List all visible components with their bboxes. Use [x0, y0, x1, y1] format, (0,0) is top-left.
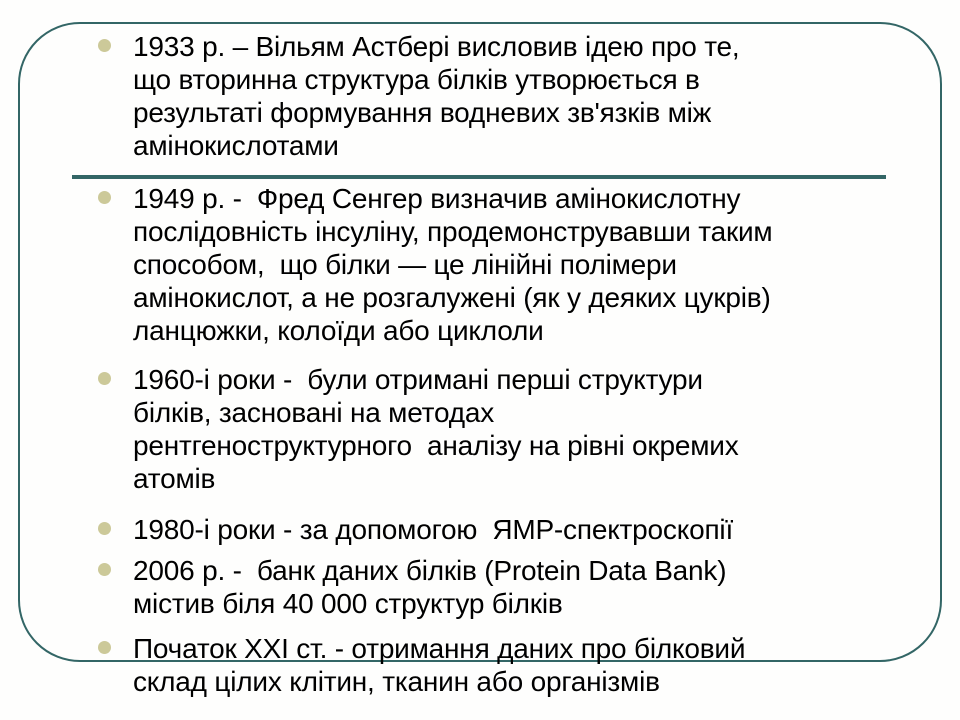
text-line: 1960-і роки - були отримані перші структури [133, 364, 703, 395]
bullet-text [133, 632, 745, 698]
bullet-icon [98, 563, 111, 576]
list-item [98, 182, 913, 347]
list-item [98, 632, 913, 698]
text-line: рентгеноструктурного аналізу на рівні окремих [133, 430, 739, 461]
list-item [98, 554, 913, 620]
text-line: 1949 р. - Фред Сенгер визначив амінокислотну [133, 183, 741, 214]
bullet-list [98, 30, 913, 698]
text-line: що вторинна структура білків утворюється в [133, 64, 700, 95]
text-line: послідовність інсуліну, продемонструвавши таким [133, 216, 773, 247]
bullet-icon [98, 191, 111, 204]
bullet-icon [98, 522, 111, 535]
bullet-text [133, 554, 726, 620]
text-line: ланцюжки, колоїди або циклоли [133, 315, 544, 346]
bullet-text [133, 513, 733, 546]
text-line: способом, що білки — це лінійні полімери [133, 249, 677, 280]
list-item [98, 363, 913, 495]
bullet-text [133, 30, 740, 162]
text-line: склад цілих клітин, тканин або організмів [133, 666, 660, 697]
bullet-text [133, 182, 772, 347]
text-line: атомів [133, 463, 216, 494]
bullet-icon [98, 39, 111, 52]
text-line: 1980-і роки - за допомогою ЯМР-спектроскопії [133, 514, 734, 545]
list-item [98, 30, 913, 162]
text-line: 2006 р. - банк даних білків (Protein Data Bank) [133, 555, 727, 586]
text-line: амінокислот, а не розгалужені (як у деяких цукрів) [133, 282, 771, 313]
text-line: амінокислотами [133, 130, 339, 161]
bullet-text [133, 363, 739, 495]
bullet-icon [98, 372, 111, 385]
text-line: результаті формування водневих зв'язків між [133, 97, 712, 128]
list-item [98, 513, 913, 546]
text-line: містив біля 40 000 структур білків [133, 588, 563, 619]
text-line: 1933 р. – Вільям Астбері висловив ідею про те, [133, 31, 740, 62]
text-line: Початок XXI ст. - отримання даних про білковий [133, 633, 746, 664]
text-line: білків, засновані на методах [133, 397, 495, 428]
bullet-icon [98, 641, 111, 654]
